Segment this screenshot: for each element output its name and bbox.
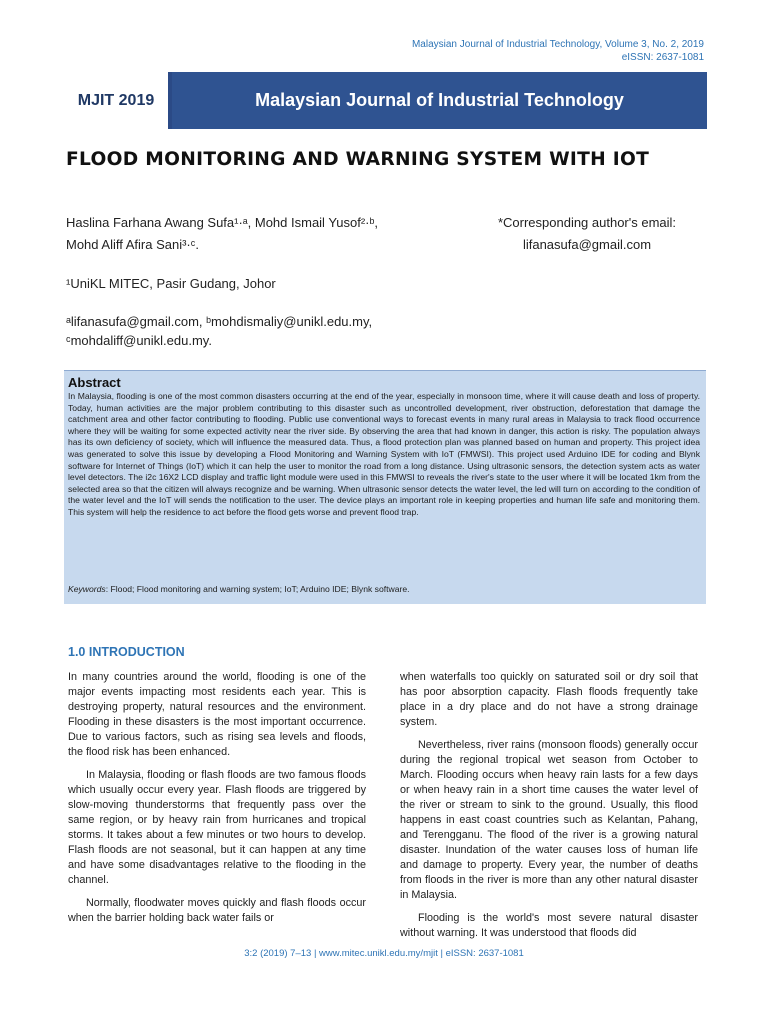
corresponding-email: lifanasufa@gmail.com [522, 237, 652, 252]
intro-paragraph: In Malaysia, flooding or flash floods are two famous floods which usually occur every year. Flash floods are triggered by slow-moving thunderstorms that frequently pass over the same region, or by heavy rain from hurricanes and tropical storms. It takes about a few minutes or two hours to develop. Flash floods are not seasonal, but it can happen at any time and have some disadvantages relative to the flooding in the channel. [68, 769, 366, 886]
abstract-body: In Malaysia, flooding is one of the most common disasters occurring at the end of the year, especially in monsoon time, where it will cause death and loss of property. Today, human activities are the major problem contributing to this disaster such as uncontrolled development, river obstruction, deforestation that damage the catchment area and other factor contributing to flooding. Public use conventional ways to forecast events in many rural areas in Malaysia to track flood occurrence where they will be waiting for some expected activity near the river side. By observing the area that had known in danger, this action is risky. The population always has its own deficiency of society, which will influence the measured data. Thus, a flood protection plan was planned based on human and property. This project idea was generated to solve this issue by developing a Flood Monitoring and Warning System with IoT (FMWSI). This project used Arduino IDE for coding and Blynk software for Internet of Things (IoT) which it can help the user to monitor the road from a long distance. Using ultrasonic sensors, the detection system acts as water level detectors. The i2c 16X2 LCD display and traffic light module were used in this FMWSI to reveals the river's state to the user where it will be located 1km from the selected area so that the citizen will always recognize and be warning. When ultrasonic sensor detects the water level, the led will turn on according to the condition of the water level and the IoT will sends the notification to the user. The device plays an important role in keeping properties and human life safe and monitoring them. This system will help the residence to act before the flood gets worse and prevent flood trap. [68, 391, 700, 517]
banner-name-label: Malaysian Journal of Industrial Technology [255, 90, 624, 110]
abstract-box [64, 370, 706, 604]
banner-journal-name [172, 72, 707, 129]
intro-column-right [400, 670, 698, 949]
author-line-2: Mohd Aliff Afira Sani³·ᶜ. [66, 237, 199, 252]
banner-abbrev-label: MJIT 2019 [77, 91, 155, 109]
journal-eissn: eISSN: 2637-1081 [621, 52, 704, 63]
keywords [68, 584, 410, 594]
intro-column-left [68, 670, 366, 934]
page-footer: 3:2 (2019) 7–13 | www.mitec.unikl.edu.my/mjit | eISSN: 2637-1081 [244, 948, 524, 959]
intro-paragraph: when waterfalls too quickly on saturated soil or dry soil that has poor absorption capacity. Flash floods frequently take place in a dry place and do not have a strong drainage system. [400, 671, 698, 728]
corresponding-label: *Corresponding author's email: [497, 215, 677, 230]
keywords-list: : Flood; Flood monitoring and warning system; IoT; Arduino IDE; Blynk software. [105, 584, 410, 594]
keywords-label: Keywords [68, 584, 106, 594]
author-emails [66, 312, 372, 350]
banner-journal-abbrev [64, 72, 172, 129]
intro-paragraph: In many countries around the world, flooding is one of the major events impacting most residents each year. This is destroying property, natural resources and the environment. Flooding in these disasters is the most important occurrence. Due to various factors, such as rising sea levels and floods, the flood risk has been enhanced. [68, 671, 366, 758]
intro-paragraph: Nevertheless, river rains (monsoon floods) generally occur during the regional tropical wet season from October to March. Flooding occurs when heavy rain lasts for a few days or when heavy rain in a short time causes the water level of the river or stream to sink to the ground. Usually, this flood happens in east coast countries such as Kelantan, Pahang, and Terengganu. The flood of the river is a growing natural disaster. Inundation of the water causes loss of human life and damage to property. Every year, the number of deaths from floods in the river is more than any other natural disaster in Malaysia. [400, 739, 698, 901]
author-list [66, 212, 378, 256]
journal-citation: Malaysian Journal of Industrial Technology, Volume 3, No. 2, 2019 [411, 39, 704, 50]
affiliation: ¹UniKL MITEC, Pasir Gudang, Johor [66, 276, 276, 291]
intro-paragraph: Flooding is the world's most severe natural disaster without warning. It was understood that floods did [400, 912, 698, 939]
intro-paragraph: Normally, floodwater moves quickly and flash floods occur when the barrier holding back water fails or [68, 897, 366, 924]
journal-banner [64, 72, 707, 129]
author-line-1: Haslina Farhana Awang Sufa¹·ᵃ, Mohd Ismail Yusof²·ᵇ, [66, 215, 379, 230]
corresponding-author [472, 212, 702, 256]
paper-title: FLOOD MONITORING AND WARNING SYSTEM WITH IOT [66, 148, 650, 170]
section-heading-introduction: 1.0 INTRODUCTION [68, 645, 185, 659]
email-line-2: ᶜmohdaliff@unikl.edu.my. [66, 333, 212, 348]
abstract-heading: Abstract [68, 375, 121, 390]
email-line-1: ᵃlifanasufa@gmail.com, ᵇmohdismaliy@unikl.edu.my, [66, 314, 373, 329]
